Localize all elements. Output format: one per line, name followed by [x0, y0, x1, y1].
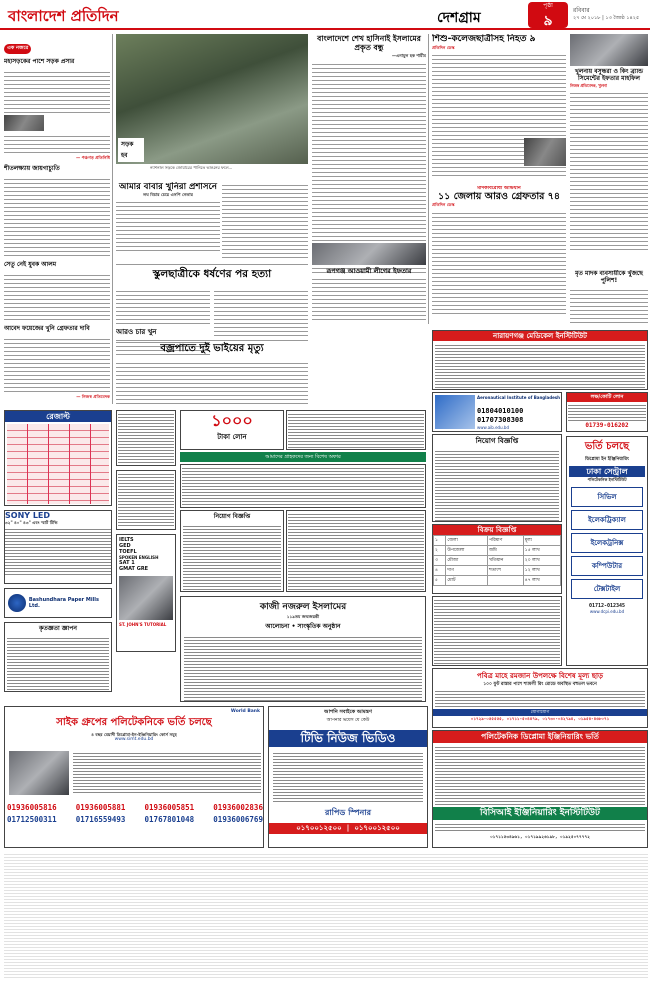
ad-kitchen [4, 622, 112, 692]
left-column [4, 34, 110, 406]
sale-cell: ৪ [434, 566, 446, 576]
story-d-body [116, 288, 210, 324]
dcp-title: ঢাকা সেন্ট্রাল [569, 466, 645, 477]
left-byline-1: — পঞ্চগড় প্রতিনিধি [75, 155, 110, 160]
ad-mid-1 [180, 464, 426, 508]
ielts-line: SPOKEN ENGLISH [119, 555, 159, 560]
ramadan-line: ১০০ ফুট রাস্তার পাশে শ্যামলী রিং রোডে অবস্থিত বহুতল ভবনে [483, 682, 597, 687]
story-f-headline: ১১ জেলায় আরও গ্রেফতার ৭৪ [437, 191, 560, 203]
story-father-killers [116, 182, 220, 262]
left-byline-2: — নিজস্ব প্রতিবেদক [76, 394, 110, 400]
story-c-col2 [222, 182, 308, 262]
aviation-phone-2: 01707308308 [477, 416, 524, 424]
ramadan-body [435, 689, 645, 707]
story-arrests [432, 186, 566, 324]
saic-phone: 01936005816 [7, 803, 57, 812]
left-body-1b [4, 133, 110, 155]
ad-bashundhara [4, 588, 112, 618]
nazrul-event: আলোচনা • সাংস্কৃতিক অনুষ্ঠান [265, 623, 341, 631]
ielts-line: TOEFL [119, 549, 137, 555]
story-c-body-2 [222, 182, 308, 260]
saic-phone-row [7, 815, 263, 824]
poly-title: পলিটেকনিক ডিপ্লোমা ইঞ্জিনিয়ারিং ভর্তি [433, 731, 647, 743]
ielts-line: SAT 1 [119, 560, 135, 566]
left-headline-2: শীতলক্ষ্যায় জায়গাচ্যুতি [4, 165, 60, 173]
bashundhara-logo [8, 594, 26, 612]
bisai-phone: ০১৭১১৫৩৪৯৬১, ০১৭১৯৯২৬১৯৮, ০১৯২৫০৭৭৭৭২ [490, 834, 590, 839]
sale-cell: ২০ লাখ [523, 556, 560, 566]
sale-row [434, 556, 561, 566]
ad-sony-body [5, 527, 111, 577]
story-c-headline: আমার বাবার খুনিরা প্রশাসনে [119, 182, 217, 192]
ad-small-1 [116, 410, 176, 466]
dcp-tech-item: ইলেকট্রিক্যাল [571, 510, 643, 530]
nazrul-sub: ১১৯তম জন্মজয়ন্তী [286, 614, 320, 619]
ielts-line: GED [119, 543, 131, 549]
ad-job-body [435, 449, 559, 522]
ielts-line: IELTS [119, 537, 134, 543]
sale-cell: ৫ [434, 576, 446, 586]
sale-cell: মোট [446, 576, 488, 586]
ad-sale [432, 524, 562, 594]
saic-course-list [73, 751, 261, 795]
story-d-body-2 [214, 288, 308, 338]
ad-result-table [7, 424, 109, 504]
ad-mid-1-body [182, 466, 424, 506]
ad-tender-2-body [288, 512, 424, 590]
ramadan-contact: যোগাযোগ [433, 709, 647, 716]
ad-tv [268, 706, 428, 848]
story-c-body [116, 199, 220, 251]
sale-cell: জেলা [446, 536, 488, 546]
sale-row [434, 576, 561, 586]
ielts-photo [119, 576, 173, 620]
loan-strip-body [568, 403, 646, 421]
ad-medical [432, 330, 648, 390]
sale-row [434, 546, 561, 556]
ad-sale-table [433, 535, 561, 586]
page-number-badge [528, 2, 568, 28]
ad-polytechnic [432, 730, 648, 848]
sale-cell: উপজেলা [446, 546, 488, 556]
paper-name: বাংলাদেশ প্রতিদিন [8, 7, 119, 25]
sale-cell: দাগ [446, 566, 488, 576]
saic-phone: 01936005881 [75, 803, 126, 812]
ad-tender-2 [286, 510, 426, 592]
dcp-web[interactable]: www.dcpi.edu.bd [589, 609, 625, 614]
section-tag: এক নজরে [4, 44, 31, 54]
saic-photo [9, 751, 69, 795]
ielts-line: GMAT GRE [119, 566, 149, 572]
story-c-sub: লঘ বিচার চেয়ে এসপি নেতার [143, 192, 193, 197]
story-b-byline: নিজস্ব প্রতিবেদক, খুলনা [570, 82, 607, 88]
sale-row [434, 566, 561, 576]
ad-kitchen-heading: কৃতজ্ঞতা জ্ঞাপন [39, 625, 77, 632]
saic-phone: 01936002836 [213, 803, 263, 812]
ad-small-2-body [118, 472, 174, 528]
ad-nazrul [180, 596, 426, 702]
dcp-tech-item: কম্পিউটার [571, 556, 643, 576]
saic-phone: 01712500311 [7, 815, 57, 824]
bottom-strip [4, 852, 648, 980]
ad-tender [180, 510, 284, 592]
story-d-headline: স্কুলছাত্রীকে ধর্ষণের পর হত্যা [152, 268, 272, 280]
st-johns-name: ST. JOHN'S TUTORIAL [119, 622, 167, 627]
left-headline-4: আবেদ ফয়েজের খুনি গ্রেফতার দাবি [4, 325, 90, 333]
ad-result [4, 410, 112, 506]
story-rupganj [312, 243, 426, 323]
story-e-headline: রূপগঞ্জ আওয়ামী লীগের ইফতার [326, 267, 412, 275]
ad-right-misc-body [434, 598, 560, 664]
dcp-phone: 01712-012345 [588, 603, 626, 609]
dcp-tech-item: টেক্সটাইল [571, 579, 643, 599]
photo-tag: সড়ক হব [118, 138, 144, 162]
left-body-1 [4, 69, 110, 113]
ad-loan-strip [566, 392, 648, 432]
saic-phone-grid [7, 803, 263, 827]
story-b-body [570, 90, 648, 250]
sale-cell: শতাংশ [487, 566, 523, 576]
story-khulna-iftar [570, 34, 648, 272]
tv-channel: আপনি সবাইকে আমন্ত্রণ [324, 709, 372, 715]
sale-cell: মৌজা [446, 556, 488, 566]
saic-phone: 01716559493 [75, 815, 126, 824]
saic-phone: 01767801048 [144, 815, 195, 824]
weekday: রবিবার [573, 7, 590, 14]
aviation-phone-1: 01804010100 [477, 407, 524, 415]
feature-caption: ন্যাশনাল সড়কে জোয়ারের পানিতে ভাঙনের ফলে... [150, 165, 233, 170]
story-dead-dealer [570, 270, 648, 326]
ad-loan-side-body [288, 412, 424, 448]
story-schoolgirl [116, 264, 308, 286]
dcp-sub: পলিটেকনিক ইনস্টিটিউট [587, 477, 627, 482]
left-thumb-photo [4, 115, 44, 131]
ad-loan [180, 410, 284, 450]
sale-cell: ৩ [434, 556, 446, 566]
ad-ramadan [432, 668, 648, 728]
saic-sub: ৪ বছর মেয়াদী ডিপ্লোমা-ইন-ইঞ্জিনিয়ারিং কোর্স সমূহ [91, 732, 177, 737]
poly-body [435, 745, 645, 805]
khulna-photo [570, 34, 648, 66]
ramadan-title: পবিত্র মাহে রমজান উপলক্ষে বিশেষ মূল্য ছাড় [476, 672, 604, 680]
aviation-logo [435, 395, 475, 429]
story-a-headline: শিশু-কলেজছাত্রীসহ নিহত ৯ [432, 34, 536, 44]
tv-voice: আপনার ভয়েস যে কেউ [326, 718, 370, 723]
dcp-admission: ভর্তি চলছে [584, 441, 630, 452]
story-f-kicker: মাদকবিরোধী অভিযান [477, 186, 521, 191]
story-f-byline: প্রতিদিন ডেস্ক [432, 202, 455, 208]
bashundhara-name: Bashundhara Paper Mills Ltd. [28, 597, 99, 609]
ramadan-phones: ০১৭২৯-০৫৫৫৫৫, ০১৭১১-৫০৪৪৭৯, ০১৭৩০-০৪২৭৯৪, ০১৯৫৪-৪৬৮০৭১ [470, 716, 610, 722]
ad-sony-note: ৩২" ৪০" ৪৩" এবং স্মার্ট টিভি [5, 520, 58, 525]
dcp-tech-list [569, 487, 645, 599]
ad-green-strip-text: আমাদের গ্রাহকদের জন্য বিশেষ অফার [265, 454, 341, 460]
left-body-4 [4, 336, 110, 394]
ad-aviation [432, 392, 562, 432]
tv-phone: ০১৭০০১২৫০০ | ০১৭০০১২৫০০ [269, 823, 427, 834]
story-a-byline: প্রতিদিন ডেস্ক [432, 45, 455, 50]
bisai-body [435, 822, 645, 832]
saic-phone-row [7, 803, 263, 812]
ad-sony [4, 510, 112, 584]
left-headline-3: সেতু নেই যুবক আলম [4, 261, 57, 269]
left-body-3 [4, 272, 110, 320]
rupganj-photo [312, 243, 426, 265]
ad-job-title: নিয়োগ বিজ্ঞপ্তি [475, 437, 519, 445]
saic-phone: 01936006769 [213, 815, 263, 824]
ad-result-title: রেজাল্ট [5, 411, 111, 422]
left-body-2 [4, 176, 110, 256]
ad-sony-title: SONY LED [5, 511, 51, 520]
left-headline-1: মহাসড়কের পাশে সড়ক প্রসার [4, 58, 75, 65]
ad-saic [4, 706, 264, 848]
dcp-tech-item: ইলেকট্রনিক্স [571, 533, 643, 553]
saic-web[interactable]: www.simt.edu.bd [114, 737, 154, 743]
masthead [0, 0, 650, 30]
nazrul-body [184, 635, 422, 702]
sale-cell [487, 576, 523, 586]
story-i-headline: মৃত মাদক ব্যবসায়ীকে খুঁজছে পুলিশ! [575, 270, 643, 285]
sale-cell: ১২ লাখ [523, 566, 560, 576]
dcp-diploma: ডিপ্লোমা ইন ইঞ্জিনিয়ারিং [585, 457, 629, 462]
saic-world-bank: World Bank [230, 709, 260, 714]
saic-title: সাইক গ্রুপের পলিটেকনিকে ভর্তি চলছে [56, 717, 212, 728]
ad-tender-title: নিয়োগ বিজ্ঞপ্তি [213, 513, 251, 520]
loan-strip-title: লক্ষ/কোটি লোন [567, 393, 647, 402]
tv-title: টিভি নিউজ ভিডিও [269, 730, 427, 747]
story-h-headline: আরও চার খুন [116, 328, 157, 336]
sale-cell: ১৫ লাখ [523, 546, 560, 556]
story-b-headline: খুলনায় বসুন্ধরা ও কিং ব্র্যান্ড সিমেন্টের ইফতার মাহফিল [574, 68, 644, 83]
tv-body [273, 751, 423, 803]
story-g-body [116, 360, 308, 404]
ad-small-2 [116, 470, 176, 530]
ad-tender-body [183, 524, 281, 592]
nazrul-title: কাজী নজরুল ইসলামের [259, 602, 347, 612]
tv-sub: রাপিড স্পিনার [324, 808, 372, 817]
ad-dhaka-central [566, 436, 648, 666]
section-title: দেশগ্রাম [437, 10, 481, 26]
ad-loan-text: টাকা লোন [217, 433, 247, 441]
bisai-title: বিসিআই ইঞ্জিনিয়ারিং ইনস্টিটিউট [433, 807, 647, 820]
ad-ielts [116, 534, 176, 652]
aviation-name: Aeronautical Institute of Bangladesh [477, 395, 561, 400]
date-line: ২৭ মে ২০১৮ | ১৩ জ্যৈষ্ঠ ১৪২৫ [573, 15, 640, 21]
page-label: পৃষ্ঠা [543, 2, 553, 9]
ad-green-strip [180, 452, 426, 462]
ad-medical-body [435, 343, 645, 389]
sale-cell: খতিয়ান [487, 556, 523, 566]
feature-headline: বাংলাদেশে শেখ হাসিনাই ইসলামের প্রকৃত বন্ধু [317, 34, 421, 52]
ad-job [432, 434, 562, 522]
page-number: ৯ [543, 13, 553, 29]
story-f-body [432, 210, 566, 314]
ad-sale-title: বিক্রয় বিজ্ঞপ্তি [433, 525, 561, 535]
saic-phone: 01936005851 [144, 803, 195, 812]
aviation-web[interactable]: www.aib.edu.bd [477, 425, 509, 430]
ad-loan-amount: ১০০০ [211, 411, 253, 430]
ad-right-misc [432, 596, 562, 666]
ad-loan-side [286, 410, 426, 450]
story-a-photo [524, 138, 566, 166]
sale-cell: ১ [434, 536, 446, 546]
loan-strip-phone: 01739-016202 [585, 422, 629, 429]
feature-photo [116, 34, 308, 164]
story-g-headline: বজ্রপাতে দুই ভাইয়ের মৃত্যু [160, 343, 264, 354]
sale-cell: ২ [434, 546, 446, 556]
sale-cell: ৪৭ লাখ [523, 576, 560, 586]
ad-medical-title: নারায়ণগঞ্জ মেডিকেল ইনস্টিটিউট [433, 331, 647, 341]
ad-kitchen-body [7, 636, 109, 692]
sale-cell: মূল্য [523, 536, 560, 546]
sale-row [434, 536, 561, 546]
ad-ielts-list [119, 537, 173, 572]
story-e-body [312, 276, 426, 322]
sale-cell: পরিমাণ [487, 536, 523, 546]
story-i-body [570, 287, 648, 325]
story-lightning [116, 340, 308, 358]
dcp-tech-item: সিভিল [571, 487, 643, 507]
sale-cell: জমি [487, 546, 523, 556]
feature-byline: —এনামুল হক শামীম [391, 53, 426, 58]
ad-small-1-body [118, 412, 174, 464]
